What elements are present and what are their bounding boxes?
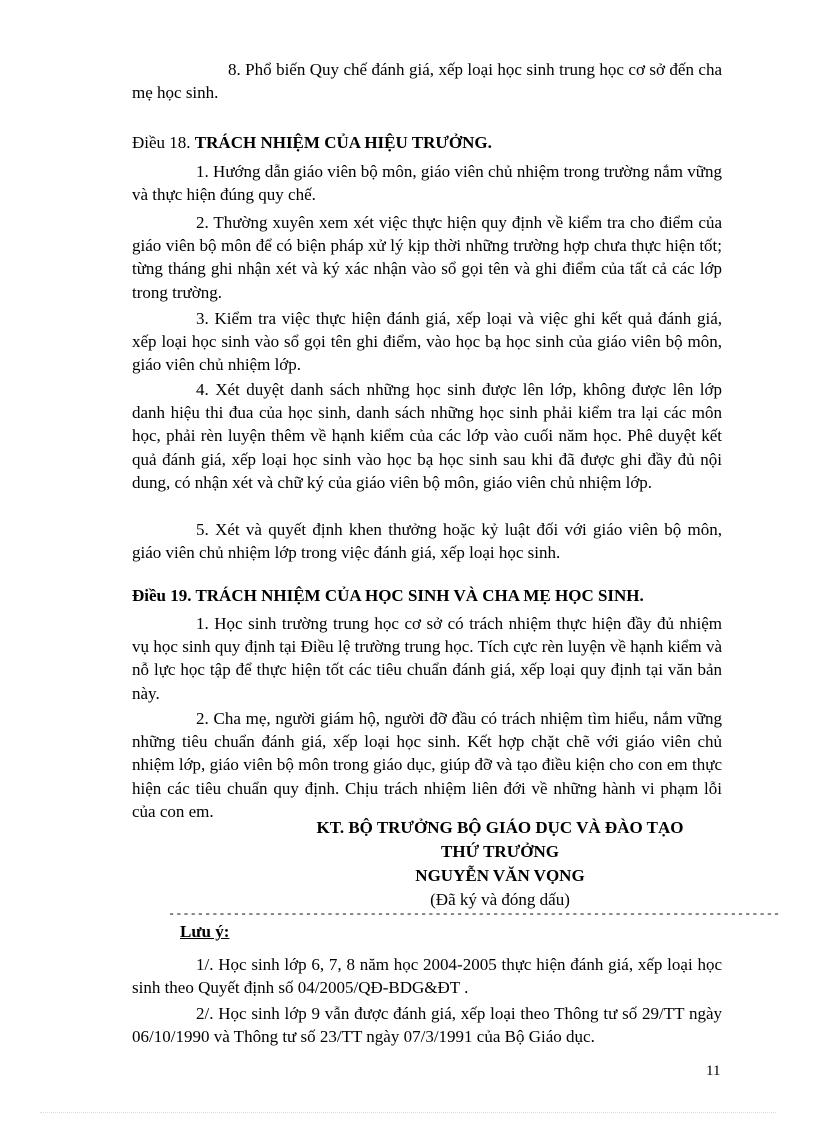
- note-item-1: 1/. Học sinh lớp 6, 7, 8 năm học 2004-2005 thực hiện đánh giá, xếp loại học sinh theo Quyết định số 04/2005/QĐ-BDG&ĐT .: [132, 955, 722, 998]
- footer-divider: [40, 1112, 776, 1113]
- note-title: Lưu ý:: [180, 922, 230, 941]
- separator-line: -------------------------------------------------------------------------------------: [168, 907, 781, 921]
- article-19-heading: Điều 19. TRÁCH NHIỆM CỦA HỌC SINH VÀ CHA MẸ HỌC SINH.: [132, 586, 644, 605]
- signature-name: NGUYỄN VĂN VỌNG: [415, 866, 585, 885]
- note-item-2: 2/. Học sinh lớp 9 vẫn được đánh giá, xếp loại theo Thông tư số 29/TT ngày 06/10/1990 và Thông tư số 23/TT ngày 07/3/1991 của Bộ Giáo dục.: [132, 1004, 722, 1047]
- article-18-item-3: 3. Kiểm tra việc thực hiện đánh giá, xếp loại và việc ghi kết quả đánh giá, xếp loại học sinh vào sổ gọi tên ghi điểm, vào học bạ học sinh của giáo viên bộ môn, giáo viên chủ nhiệm lớp.: [132, 309, 722, 375]
- item-8-text: 8. Phổ biến Quy chế đánh giá, xếp loại học sinh trung học cơ sở đến cha mẹ học sinh.: [132, 60, 722, 103]
- signature-note: (Đã ký và đóng dấu): [430, 890, 570, 909]
- article-18-item-1: 1. Hướng dẫn giáo viên bộ môn, giáo viên chủ nhiệm trong trường nắm vững và thực hiện đúng quy chế.: [132, 162, 722, 205]
- article-18-heading: [132, 131, 732, 155]
- article-18-prefix: Điều 18.: [132, 133, 195, 152]
- article-19-item-1: 1. Học sinh trường trung học cơ sở có trách nhiệm thực hiện đầy đủ nhiệm vụ học sinh quy định tại Điều lệ trường trung học. Tích cực rèn luyện về hạnh kiểm và nỗ lực học tập để thực hiện tốt các tiêu chuẩn đánh giá, xếp loại quy định tại văn bản này.: [132, 614, 722, 703]
- signature-minister-line: KT. BỘ TRƯỞNG BỘ GIÁO DỤC VÀ ĐÀO TẠO: [316, 818, 684, 837]
- signature-deputy-line: THỨ TRƯỞNG: [441, 842, 559, 861]
- article-18-item-2: 2. Thường xuyên xem xét việc thực hiện quy định về kiểm tra cho điểm của giáo viên bộ môn để có biện pháp xử lý kịp thời những trường hợp chưa thực hiện tốt; từng tháng ghi nhận xét và ký xác nhận vào sổ gọi tên và ghi điểm của tất cả các lớp trong trường.: [132, 213, 722, 302]
- article-18-item-4: 4. Xét duyệt danh sách những học sinh được lên lớp, không được lên lớp danh hiệu thi đua của học sinh, danh sách những học sinh phải kiểm tra lại các môn học, phải rèn luyện thêm về hạnh kiểm của các lớp vào cuối năm học. Phê duyệt kết quả đánh giá, xếp loại học sinh vào học bạ học sinh sau khi đã được ghi đầy đủ nội dung, có nhận xét và chữ ký của giáo viên bộ môn, giáo viên chủ nhiệm lớp.: [132, 380, 722, 492]
- article-18-title: TRÁCH NHIỆM CỦA HIỆU TRƯỞNG.: [194, 133, 492, 152]
- page-number: 11: [706, 1063, 721, 1079]
- article-19-item-2: 2. Cha mẹ, người giám hộ, người đỡ đầu có trách nhiệm tìm hiểu, nắm vững những tiêu chuẩn đánh giá, xếp loại học sinh. Kết hợp chặt chẽ với giáo viên chủ nhiệm lớp, giáo viên bộ môn trong giáo dục, giúp đỡ và tạo điều kiện cho con em thực hiện các tiêu chuẩn quy định. Chịu trách nhiệm liên đới về những hành vi phạm lỗi của con em.: [132, 709, 722, 821]
- article-18-item-5: 5. Xét và quyết định khen thưởng hoặc kỷ luật đối với giáo viên bộ môn, giáo viên chủ nhiệm lớp trong việc đánh giá, xếp loại học sinh.: [132, 520, 722, 563]
